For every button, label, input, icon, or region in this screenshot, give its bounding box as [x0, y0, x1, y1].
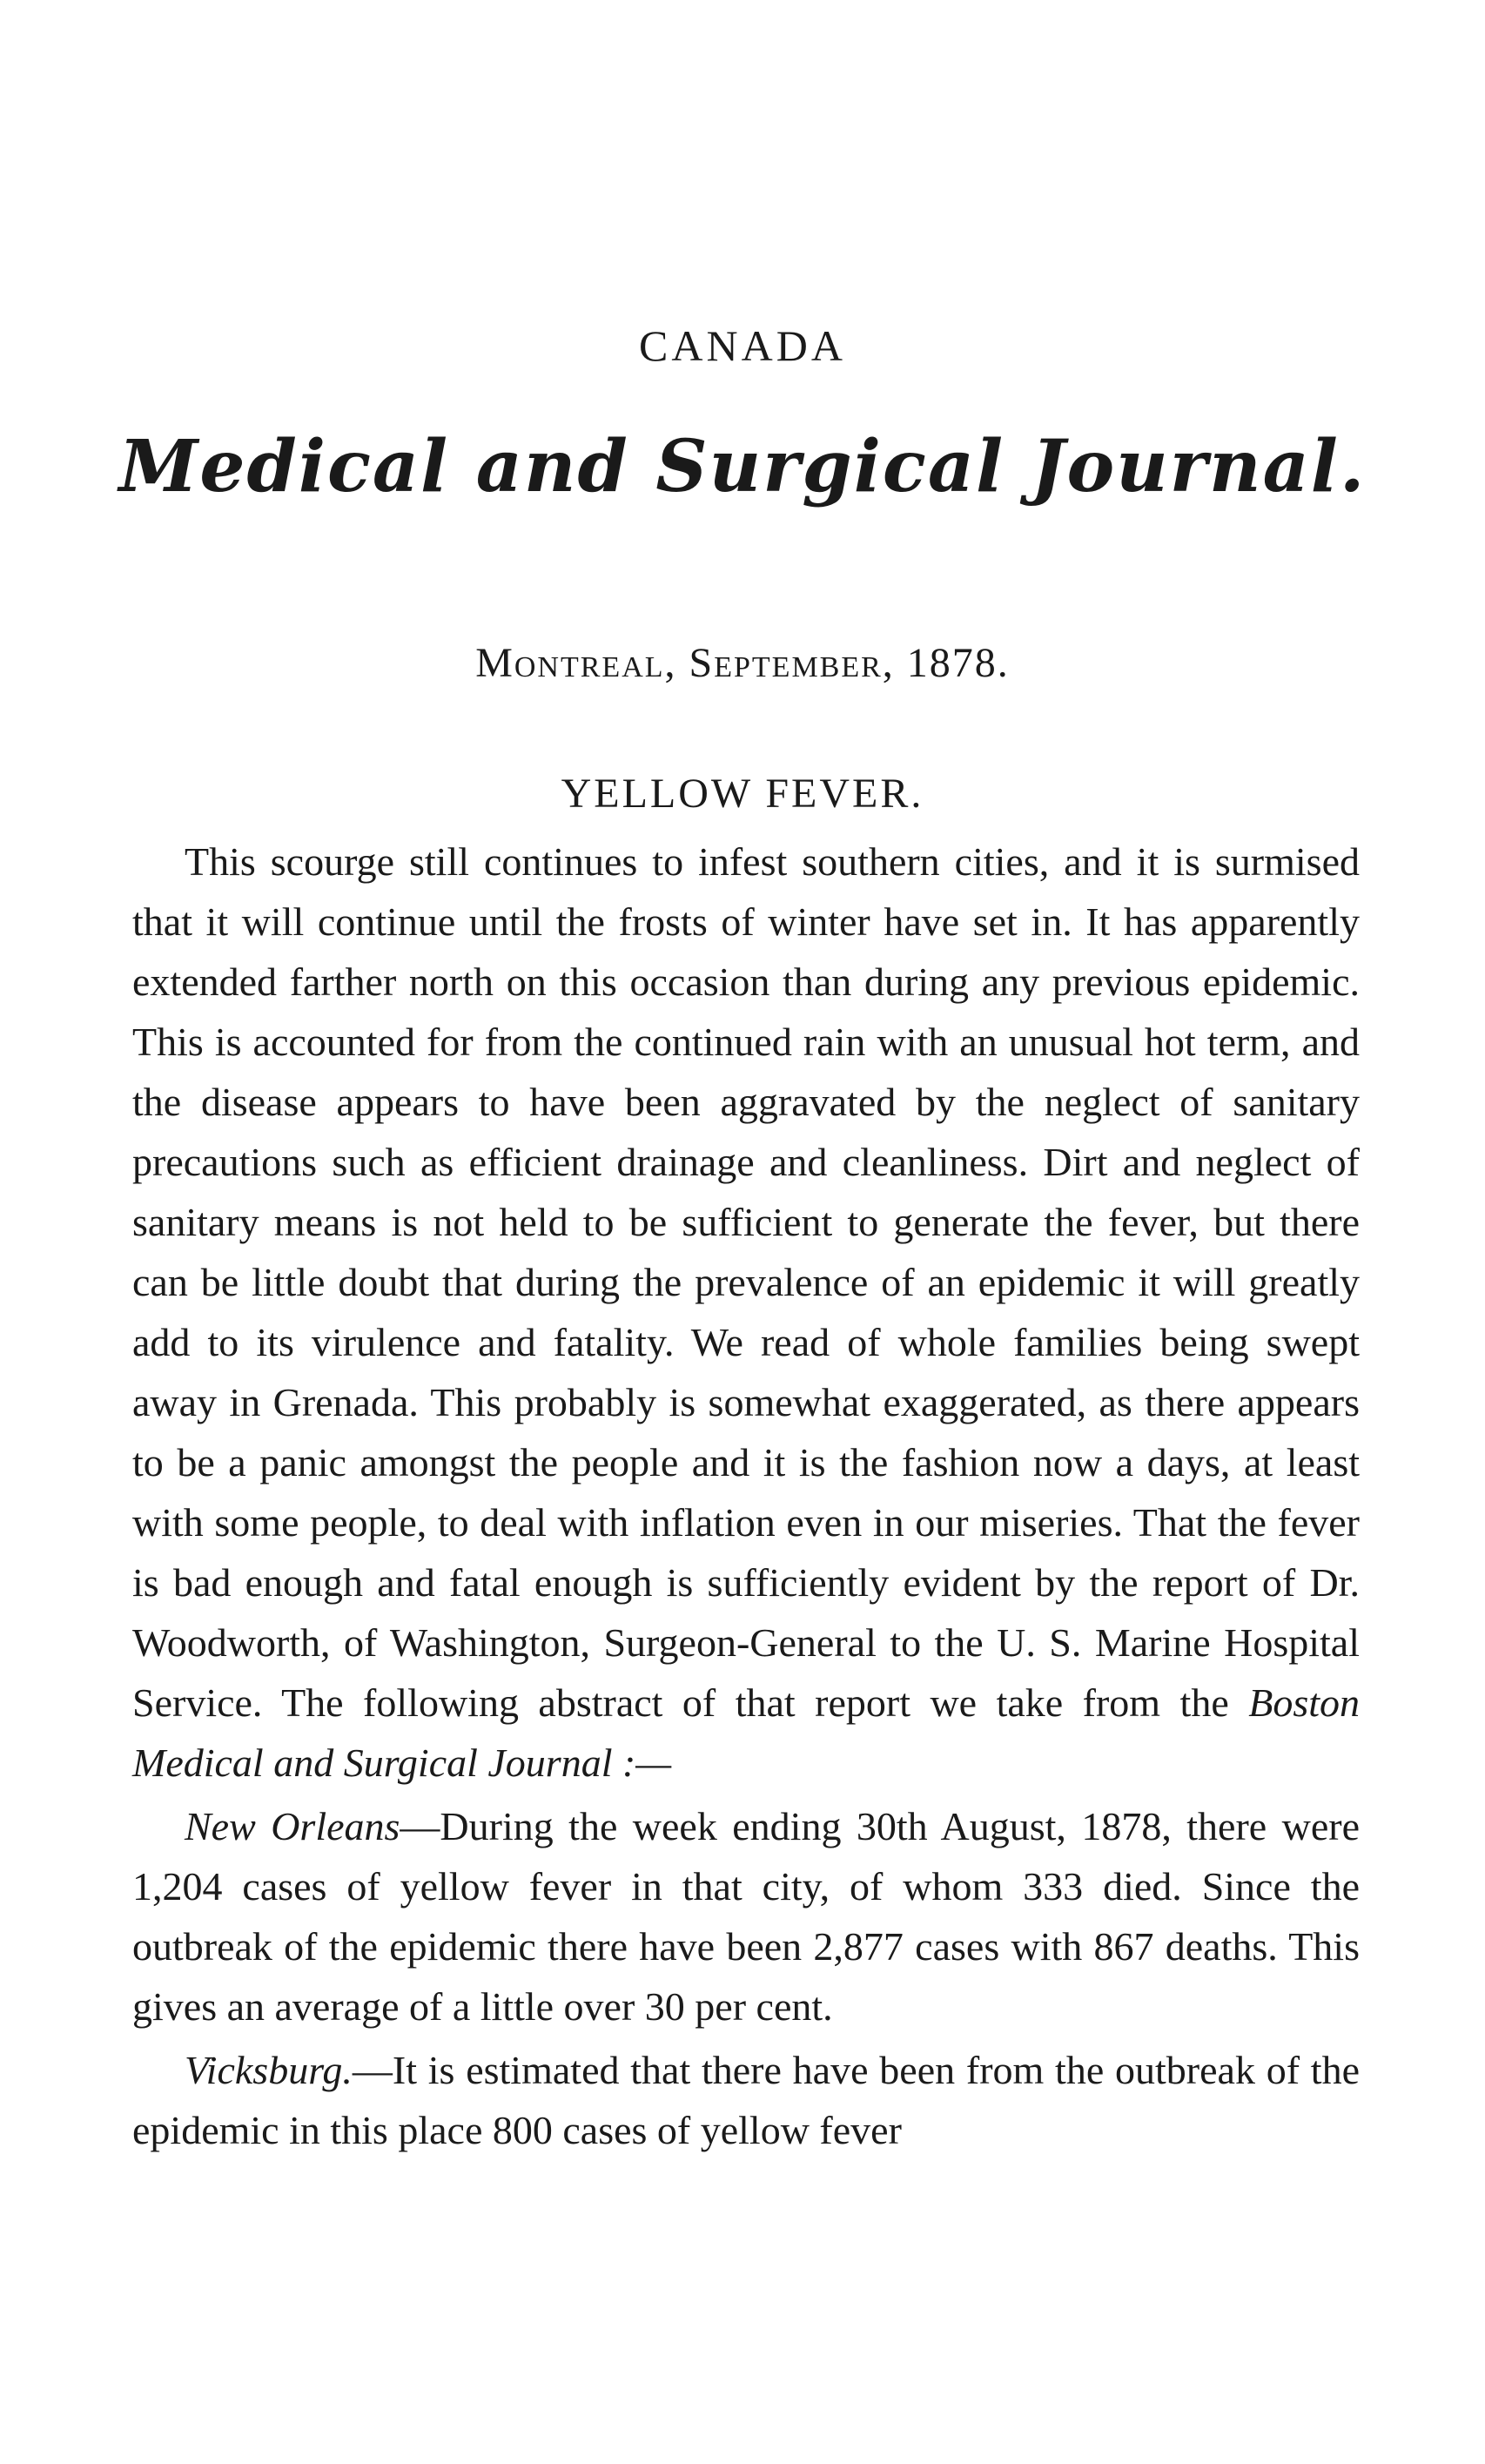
place-vicksburg: Vicksburg.: [185, 2048, 353, 2092]
place-new-orleans: New Orleans: [185, 1804, 400, 1848]
source-citation: Boston Medical and Surgical Journal :—: [132, 1680, 1360, 1785]
dateline: Montreal, September, 1878.: [475, 640, 1010, 686]
paragraph-3: [132, 2040, 1360, 2160]
article-body: [132, 831, 1360, 2160]
publication-prefix: CANADA: [639, 321, 846, 370]
paragraph-1-text: This scourge still continues to infest southern cities, and it is surmised that it will continue until the frosts of winter have set in. It has apparently extended farther north on this occasion than during any previous epidemic. This is accounted for from the continued rain with an unusual hot term, and the disease appears to have been aggravated by the neglect of sanitary precautions such as efficient drainage and cleanliness. Dirt and neglect of sanitary means is not held to be sufficient to generate the fever, but there can be little doubt that during the prevalence of an epidemic it will greatly add to its virulence and fatality. We read of whole families being swept away in Grenada. This probably is somewhat exaggerated, as there appears to be a panic amongst the people and it is the fashion now a days, at least with some people, to deal with inflation even in our miseries. That the fever is bad enough and fatal enough is sufficiently evident by the report of Dr. Woodworth, of Washington, Surgeon-General to the U. S. Marine Hospital Service. The following abstract of that report we take from the: [132, 839, 1360, 1725]
paragraph-2-text: —During the week ending 30th August, 1878, there were 1,204 cases of yellow fever in that city, of whom 333 died. Since the outbreak of the epidemic there have been 2,877 cases with 867 deaths. This gives an average of a little over 30 per cent.: [132, 1804, 1360, 2029]
article-title: YELLOW FEVER.: [561, 771, 924, 817]
paragraph-3-text: —It is estimated that there have been from the outbreak of the epidemic in this place 800 cases of yellow fever: [132, 2048, 1360, 2152]
paragraph-2: [132, 1796, 1360, 2037]
paragraph-1: [132, 831, 1360, 1793]
journal-title: Medical and Surgical Journal.: [118, 425, 1367, 508]
